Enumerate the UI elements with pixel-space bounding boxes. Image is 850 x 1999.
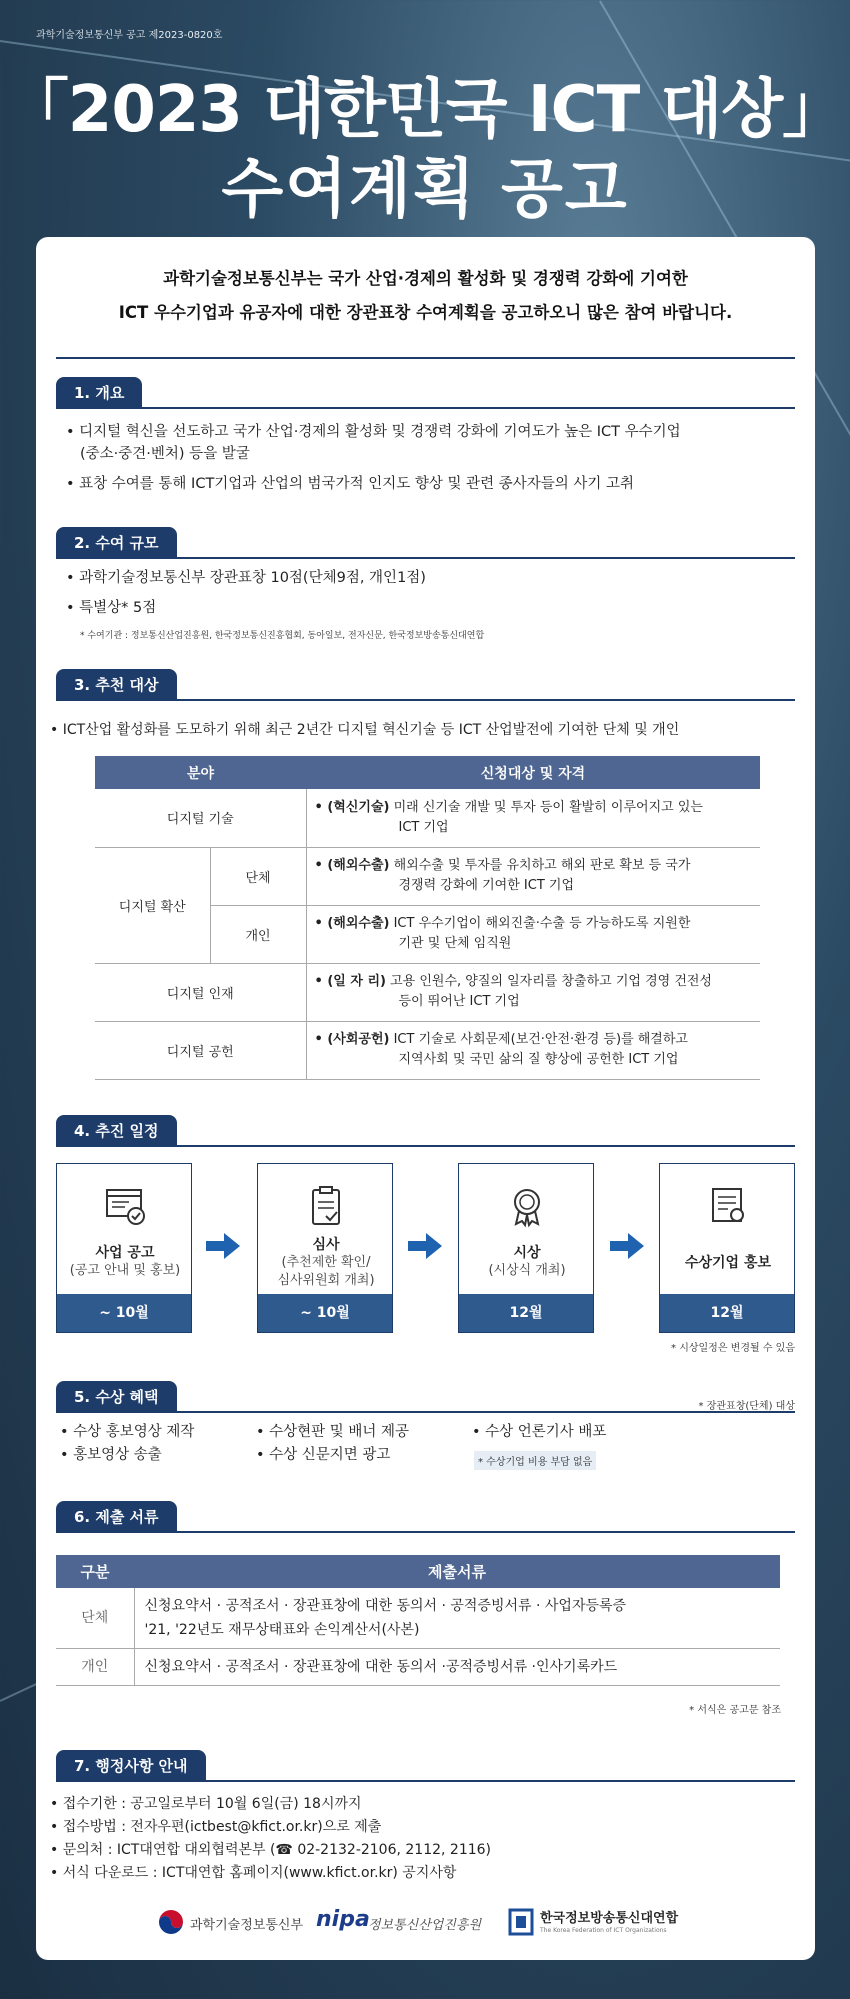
step-desc: (시상식 개최): [488, 1263, 566, 1278]
section-1-header: [56, 377, 795, 409]
row-type: 개인: [56, 1649, 134, 1686]
row-desc-line1: 미래 신기술 개발 및 투자 등이 활발히 이루어지고 있는: [393, 799, 703, 815]
intro-divider: [56, 357, 795, 359]
document-check-icon: [103, 1184, 147, 1228]
row-desc-line2: 경쟁력 강화에 기여한 ICT 기업: [398, 878, 575, 893]
s7-item: • 서식 다운로드 : ICT대연합 홈페이지(www.kfict.or.kr) 공지사항: [50, 1865, 457, 1881]
s7-item: • 접수기한 : 공고일로부터 10월 6일(금) 18시까지: [50, 1796, 362, 1812]
row-category: 디지털 확산: [95, 847, 210, 963]
row-tag: • (해외수출): [314, 858, 390, 873]
section-3-title: 3. 추천 대상: [56, 669, 177, 701]
s5-benefit: • 수상 홍보영상 제작: [60, 1424, 195, 1440]
clipboard-icon: [304, 1184, 348, 1228]
col-type: 구분: [56, 1555, 134, 1588]
documents-table: [56, 1555, 780, 1686]
row-desc-line1: ICT 기술로 사회문제(보건·안전·환경 등)를 해결하고: [393, 1032, 688, 1047]
eligibility-table: [95, 756, 760, 1080]
row-desc-line1: 해외수출 및 투자를 유치하고 해외 판로 확보 등 국가: [393, 858, 691, 873]
s5-note-target: * 장관표창(단체) 대상: [698, 1401, 795, 1412]
s5-cost-note: * 수상기업 비용 부담 없음: [474, 1451, 596, 1470]
table-row: [56, 1588, 780, 1649]
step-desc-2: 심사위원회 개최): [277, 1273, 375, 1288]
footer-org-nipa: 정보통신산업진흥원: [368, 1918, 482, 1933]
schedule-step: [257, 1163, 393, 1333]
step-name: 심사: [312, 1237, 340, 1253]
col-documents: 제출서류: [134, 1555, 780, 1588]
section-3-header: [56, 669, 795, 701]
section-1-title: 1. 개요: [56, 377, 142, 409]
row-docs: [134, 1588, 780, 1649]
schedule-step: [56, 1163, 192, 1333]
table-row: [95, 963, 760, 1021]
s2-note: * 수여기관 : 정보통신산업진흥원, 한국정보통신진흥협회, 동아일보, 전자신문, 한국정보방송통신대연합: [80, 631, 485, 641]
row-docs-line1: 신청요약서 · 공적조서 · 장관표창에 대한 동의서 · 공적증빙서류 · 사업자등록증: [144, 1598, 627, 1614]
intro-line2: ICT 우수기업과 유공자에 대한 장관표창 수여계획을 공고하오니 많은 참여 바랍니다.: [118, 303, 733, 322]
row-desc-line1: ICT 우수기업이 해외진출·수출 등 가능하도록 지원한: [393, 916, 691, 931]
table-header-row: [95, 756, 760, 789]
table-row: [56, 1649, 780, 1686]
table-header-row: [56, 1555, 780, 1588]
title-line2: 수여계획 공고: [221, 153, 629, 227]
nipa-logo: nipa: [316, 1907, 370, 1932]
row-tag: • (일 자 리): [314, 974, 386, 989]
section-6-header: [56, 1501, 795, 1533]
step-name: 사업 공고: [95, 1245, 155, 1261]
section-7-header: [56, 1750, 795, 1782]
row-category: 디지털 기술: [95, 789, 306, 847]
section-line: [56, 557, 795, 559]
schedule-step: [458, 1163, 594, 1333]
section-line: [56, 1780, 795, 1782]
row-subcategory: 단체: [210, 847, 306, 905]
s1-bullet1: • 디지털 혁신을 선도하고 국가 산업·경제의 활성화 및 경쟁력 강화에 기여도가 높은 ICT 우수기업: [66, 424, 681, 440]
section-line: [56, 1411, 795, 1413]
arrow-right-icon: [408, 1231, 442, 1261]
row-tag: • (혁신기술): [314, 799, 390, 815]
row-category: 디지털 공헌: [95, 1021, 306, 1079]
s5-benefit: • 홍보영상 송출: [60, 1447, 162, 1463]
section-7-title: 7. 행정사항 안내: [56, 1750, 206, 1782]
section-4-header: [56, 1115, 795, 1147]
row-docs-line2: '21, '22년도 재무상태표와 손익계산서(사본): [144, 1622, 420, 1638]
row-desc-line2: 기관 및 단체 임직원: [398, 936, 512, 951]
section-line: [56, 1531, 795, 1533]
section-2-title: 2. 수여 규모: [56, 527, 177, 559]
row-desc-line2: 지역사회 및 국민 삶의 질 향상에 공헌한 ICT 기업: [398, 1052, 679, 1067]
s3-bullet1: • ICT산업 활성화를 도모하기 위해 최근 2년간 디지털 혁신기술 등 ICT 산업발전에 기여한 단체 및 개인: [50, 722, 680, 738]
arrow-right-icon: [206, 1231, 240, 1261]
section-5-title: 5. 수상 혜택: [56, 1381, 177, 1413]
award-icon: [505, 1184, 549, 1228]
s7-item: • 문의처 : ICT대연합 대외협력본부 (☎ 02-2132-2106, 2112, 2116): [50, 1842, 492, 1858]
section-6-title: 6. 제출 서류: [56, 1501, 177, 1533]
row-desc: [306, 789, 760, 847]
step-date: 12월: [459, 1294, 593, 1332]
row-tag: • (해외수출): [314, 916, 390, 931]
schedule-step: [659, 1163, 795, 1333]
s2-bullet1: • 과학기술정보통신부 장관표창 10점(단체9점, 개인1점): [66, 570, 426, 586]
title-line1: 「2023 대한민국 ICT 대상」: [4, 73, 846, 147]
s2-bullet2: • 특별상* 5점: [66, 600, 157, 616]
step-name: 수상기업 홍보: [684, 1255, 772, 1271]
notice-card: [36, 237, 815, 1960]
row-desc-line2: 등이 뛰어난 ICT 기업: [398, 994, 520, 1009]
step-date: 12월: [660, 1294, 794, 1332]
row-category: 디지털 인재: [95, 963, 306, 1021]
row-desc: [306, 905, 760, 963]
step-desc: (공고 안내 및 홍보): [69, 1263, 181, 1278]
footer-org-kfict-en: The Korea Federation of ICT Organizations: [540, 1927, 667, 1934]
col-field: 분야: [95, 756, 306, 789]
kfict-logo-icon: [508, 1908, 534, 1936]
notice-number: 과학기술정보통신부 공고 제2023-0820호: [36, 30, 223, 41]
section-line: [56, 699, 795, 701]
s5-benefit: • 수상현판 및 배너 제공: [256, 1424, 410, 1440]
footer-org-kfict: 한국정보방송통신대연합: [540, 1911, 679, 1926]
section-4-title: 4. 추진 일정: [56, 1115, 177, 1147]
step-name: 시상: [513, 1245, 541, 1261]
footer-org-msit: 과학기술정보통신부: [190, 1918, 304, 1933]
row-desc: [306, 1021, 760, 1079]
row-type: 단체: [56, 1588, 134, 1649]
intro-line1: 과학기술정보통신부는 국가 산업·경제의 활성화 및 경쟁력 강화에 기여한: [163, 269, 688, 288]
row-desc: [306, 963, 760, 1021]
row-docs: 신청요약서 · 공적조서 · 장관표창에 대한 동의서 ·공적증빙서류 ·인사기록카드: [134, 1649, 780, 1686]
s5-benefit: • 수상 신문지면 광고: [256, 1447, 391, 1463]
table-row: [95, 847, 760, 905]
s4-note: * 시상일정은 변경될 수 있음: [671, 1343, 795, 1354]
section-line: [56, 1145, 795, 1147]
s1-bullet1-cont: (중소·중견·벤처) 등을 발굴: [80, 446, 250, 462]
row-subcategory: 개인: [210, 905, 306, 963]
row-desc-line2: ICT 기업: [398, 819, 449, 835]
s7-item: • 접수방법 : 전자우편(ictbest@kfict.or.kr)으로 제출: [50, 1819, 382, 1835]
row-desc: [306, 847, 760, 905]
s1-bullet2: • 표창 수여를 통해 ICT기업과 산업의 범국가적 인지도 향상 및 관련 종사자들의 사기 고취: [66, 476, 634, 492]
certificate-icon: [706, 1184, 750, 1228]
table-row: [95, 1021, 760, 1079]
col-qualification: 신청대상 및 자격: [306, 756, 760, 789]
row-tag: • (사회공헌): [314, 1032, 390, 1047]
s5-benefit: • 수상 언론기사 배포: [472, 1424, 607, 1440]
table-row: [95, 789, 760, 847]
section-2-header: [56, 527, 795, 559]
arrow-right-icon: [610, 1231, 644, 1261]
step-desc: (추천제한 확인/: [281, 1255, 371, 1270]
row-desc-line1: 고용 인원수, 양질의 일자리를 창출하고 기업 경영 건전성: [390, 974, 712, 989]
step-date: ~ 10월: [57, 1294, 191, 1332]
taegeuk-logo-icon: [158, 1909, 184, 1935]
section-5-header: [56, 1381, 795, 1413]
step-date: ~ 10월: [258, 1294, 392, 1332]
section-line: [56, 407, 795, 409]
s6-note: * 서식은 공고문 참조: [689, 1705, 781, 1716]
